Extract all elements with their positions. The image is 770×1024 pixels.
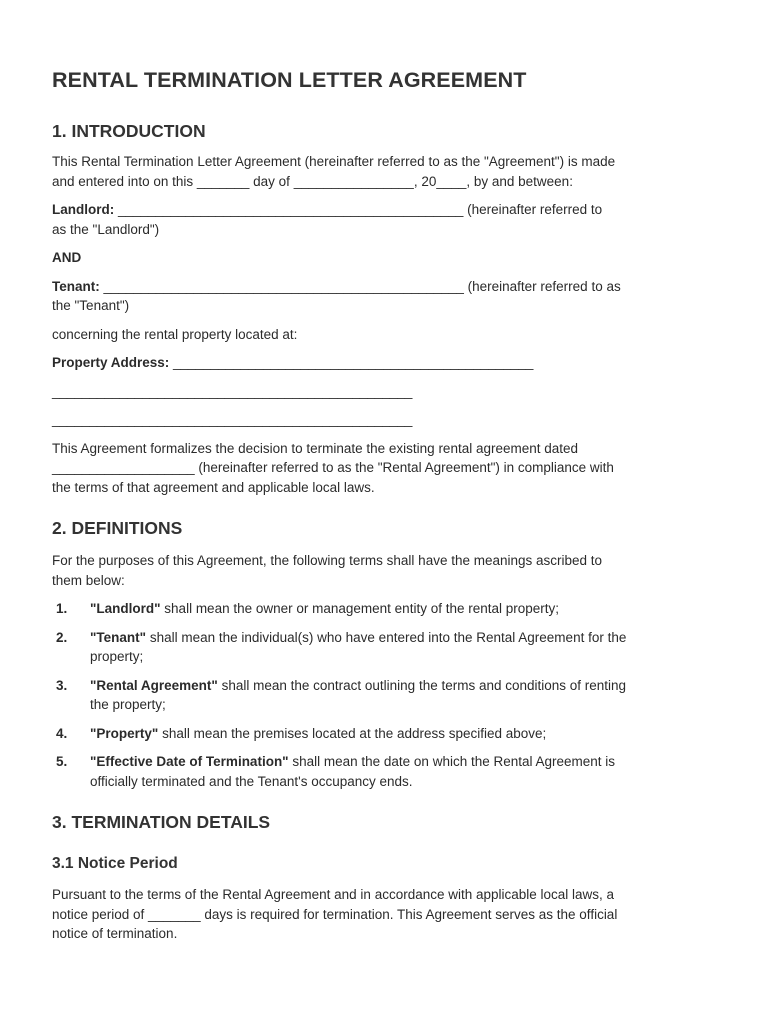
document-page <box>52 68 720 944</box>
and-paragraph <box>52 248 720 268</box>
tenant-blank-line: ________________________________________________ (hereinafter referred to as <box>99 278 621 294</box>
landlord-line-2: as the "Landlord") <box>52 221 160 237</box>
notice-period-paragraph <box>52 885 720 944</box>
and-text: AND <box>52 250 82 265</box>
tenant-label: Tenant: <box>52 278 100 294</box>
definition-text-continued: property; <box>90 649 144 664</box>
definition-text: shall mean the premises located at the address specified above; <box>158 725 547 741</box>
concerning-paragraph: concerning the rental property located at: <box>52 326 298 342</box>
definition-item <box>52 752 720 791</box>
definitions-intro-line-1: For the purposes of this Agreement, the following terms shall have the meanings ascribed to <box>52 553 603 568</box>
definitions-intro-paragraph <box>52 551 720 590</box>
definition-text-continued: the property; <box>90 697 166 712</box>
definitions-intro-line-2: them below: <box>52 572 125 588</box>
notice-line-3: notice of termination. <box>52 926 178 941</box>
definition-item <box>52 724 720 744</box>
tenant-line-2: the "Tenant") <box>52 298 130 313</box>
definition-text: shall mean the individual(s) who have entered into the Rental Agreement for the <box>146 629 627 645</box>
formalize-line-1: This Agreement formalizes the decision to terminate the existing rental agreement dated <box>52 440 579 456</box>
address-blank-line-1: ________________________________________________ <box>52 383 413 399</box>
definition-term: "Effective Date of Termination" <box>90 754 289 769</box>
landlord-label: Landlord: <box>52 202 115 217</box>
formalize-paragraph <box>52 439 720 498</box>
document-title: RENTAL TERMINATION LETTER AGREEMENT <box>52 68 527 92</box>
definition-text: shall mean the contract outlining the terms and conditions of renting <box>217 677 627 693</box>
subsection-heading-notice-period: 3.1 Notice Period <box>52 855 178 872</box>
intro-paragraph <box>52 152 720 191</box>
notice-line-1: Pursuant to the terms of the Rental Agreement and in accordance with applicable local laws, a <box>52 887 615 902</box>
address-blank-line-2: ________________________________________________ <box>52 412 413 427</box>
property-address-paragraph <box>52 353 720 373</box>
property-address-blank: ________________________________________________ <box>169 355 534 370</box>
section-heading-termination-details: 3. TERMINATION DETAILS <box>52 812 271 832</box>
definition-number: 1. <box>56 601 68 616</box>
definition-number: 3. <box>56 677 68 693</box>
definitions-list <box>52 599 720 791</box>
notice-line-2: notice period of _______ days is required for termination. This Agreement serves as the official <box>52 906 618 922</box>
definition-number: 2. <box>56 629 68 645</box>
definition-term: "Tenant" <box>90 629 147 645</box>
definition-text: shall mean the owner or management entity of the rental property; <box>160 601 560 616</box>
definition-term: "Property" <box>90 725 159 741</box>
definition-term: "Rental Agreement" <box>90 677 218 693</box>
definition-text: shall mean the date on which the Rental Agreement is <box>288 754 616 769</box>
landlord-blank-line: ______________________________________________ (hereinafter referred to <box>114 202 603 217</box>
section-heading-definitions: 2. DEFINITIONS <box>52 518 183 538</box>
section-heading-introduction: 1. INTRODUCTION <box>52 121 206 141</box>
intro-line-1: This Rental Termination Letter Agreement (hereinafter referred to as the "Agreement") is made <box>52 154 616 169</box>
property-address-label: Property Address: <box>52 355 170 370</box>
definition-item <box>52 628 720 667</box>
definition-number: 4. <box>56 725 68 741</box>
formalize-line-3: the terms of that agreement and applicable local laws. <box>52 479 375 495</box>
definition-item <box>52 676 720 715</box>
intro-line-2: and entered into on this _______ day of ________________, 20____, by and between: <box>52 173 573 189</box>
definition-text-continued: officially terminated and the Tenant's occupancy ends. <box>90 773 413 789</box>
formalize-line-2: ___________________ (hereinafter referred to as the "Rental Agreement") in compliance with <box>52 460 614 475</box>
tenant-paragraph <box>52 277 720 316</box>
landlord-paragraph <box>52 200 720 239</box>
definition-term: "Landlord" <box>90 601 161 616</box>
definition-item <box>52 599 720 619</box>
definition-number: 5. <box>56 754 68 769</box>
